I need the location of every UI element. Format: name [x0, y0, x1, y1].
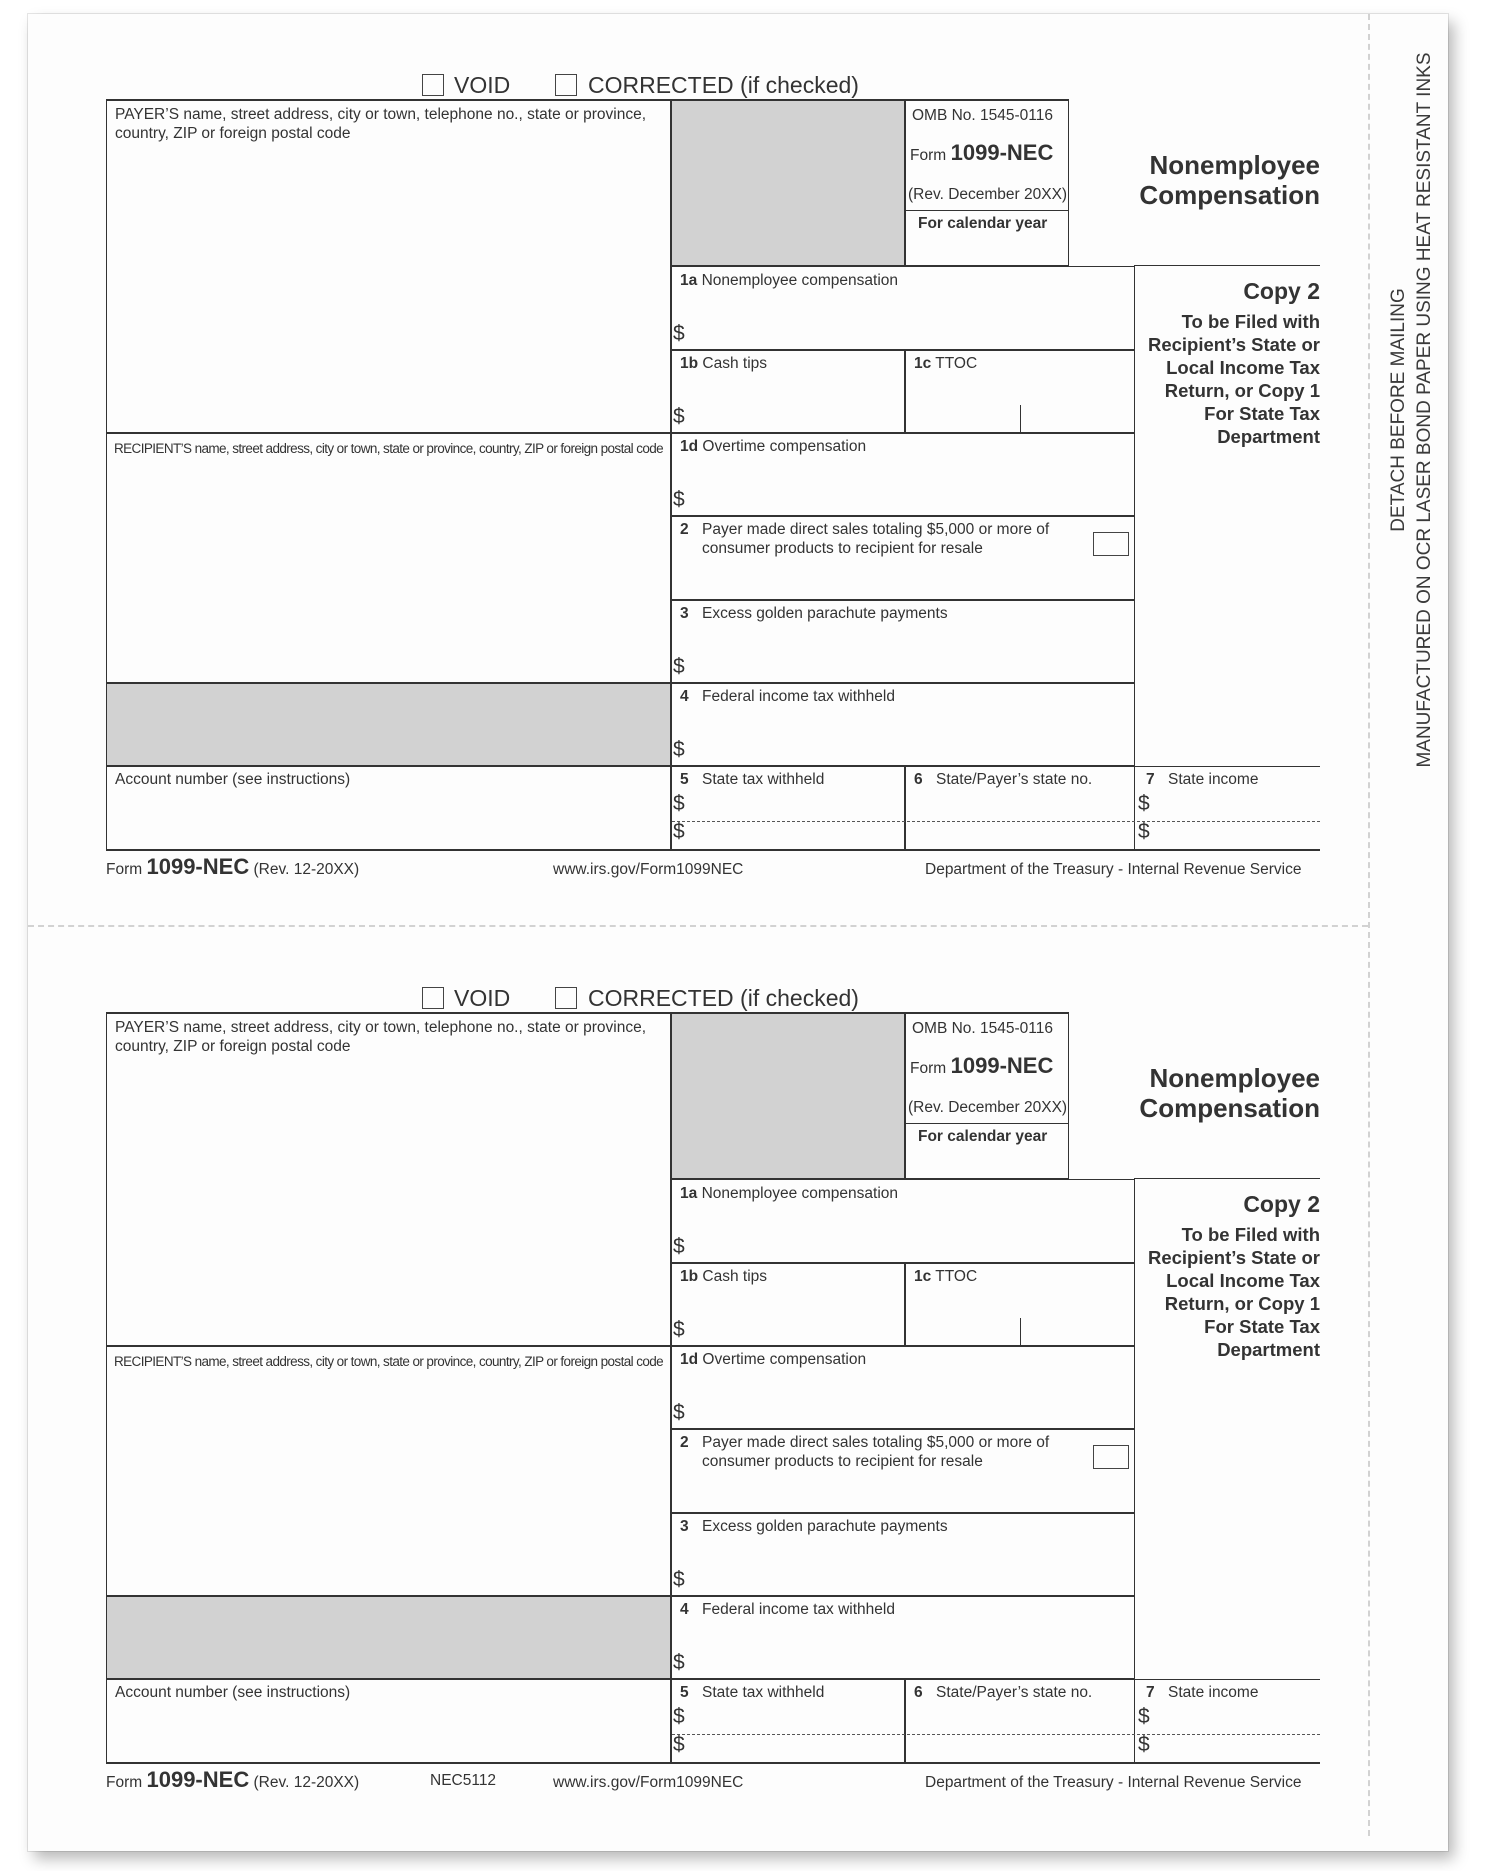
calendar-divider [905, 210, 1069, 211]
box-5-dollar-2: $ [673, 1733, 685, 1756]
footer-form-number: 1099-NEC [146, 854, 250, 879]
copy-column-divider [1134, 266, 1135, 766]
footer-form-word: Form [106, 861, 143, 878]
calendar-year-label: For calendar year [918, 215, 1048, 232]
box-5-label: State tax withheld [702, 771, 825, 788]
form-1099-nec-copy-2 [0, 913, 1500, 1813]
box-2-checkbox[interactable] [1093, 532, 1129, 556]
box-7-dollar-1: $ [1138, 1705, 1150, 1728]
box-1b-dollar: $ [673, 1318, 685, 1341]
omb-number: OMB No. 1545-0116 [912, 107, 1054, 124]
box-5-label: State tax withheld [702, 1684, 825, 1701]
shaded-area [671, 1012, 905, 1179]
box-5-number: 5 [680, 1684, 689, 1701]
box-1d-label: 1d Overtime compensation [680, 1351, 867, 1368]
revision-label: (Rev. December 20XX) [908, 1099, 1068, 1116]
title-line-1: Nonemployee [1149, 150, 1320, 180]
void-checkbox[interactable] [422, 987, 444, 1009]
box-2-number: 2 [680, 521, 689, 538]
box-4-number: 4 [680, 1601, 689, 1618]
box-7-number: 7 [1146, 771, 1155, 788]
corrected-checkbox[interactable] [555, 987, 577, 1009]
box-6-number: 6 [914, 771, 923, 788]
form-number [910, 1053, 1053, 1079]
box-1c-tick [1020, 1318, 1021, 1346]
footer-department: Department of the Treasury - Internal Revenue Service [925, 1774, 1302, 1791]
box-3-label: Excess golden parachute payments [702, 1518, 948, 1535]
side-note-line-2: MANUFACTURED ON OCR LASER BOND PAPER USING HEAT RESISTANT INKS [1414, 52, 1435, 768]
form-number [910, 140, 1053, 166]
corrected-label: CORRECTED (if checked) [588, 72, 859, 98]
payer-info-field[interactable] [106, 1012, 671, 1346]
footer-form-word: Form [106, 1774, 143, 1791]
box-1c-label: 1c TTOC [914, 1268, 978, 1285]
title-line-2: Compensation [1139, 1093, 1320, 1123]
title-divider [1134, 1178, 1320, 1179]
account-number-label: Account number (see instructions) [115, 771, 351, 788]
shaded-area-left [106, 1596, 671, 1679]
copy-title: Copy 2 [1243, 278, 1320, 304]
copy-title: Copy 2 [1243, 1191, 1320, 1217]
corrected-label: CORRECTED (if checked) [588, 985, 859, 1011]
footer-form-id [106, 1767, 359, 1793]
box-1c-tick [1020, 405, 1021, 433]
omb-number: OMB No. 1545-0116 [912, 1020, 1054, 1037]
form-number-value: 1099-NEC [950, 1053, 1054, 1078]
box-1d-dollar: $ [673, 488, 685, 511]
form-1099-nec-copy-1 [0, 0, 1500, 900]
footer-url[interactable]: www.irs.gov/Form1099NEC [553, 1774, 744, 1791]
corrected-checkbox[interactable] [555, 74, 577, 96]
footer-form-number: 1099-NEC [146, 1767, 250, 1792]
form-word: Form [910, 1060, 947, 1077]
box-4-label: Federal income tax withheld [702, 1601, 895, 1618]
footer-department: Department of the Treasury - Internal Revenue Service [925, 861, 1302, 878]
void-checkbox[interactable] [422, 74, 444, 96]
box-1a-dollar: $ [673, 322, 685, 345]
box-4-number: 4 [680, 688, 689, 705]
box-1d-label: 1d Overtime compensation [680, 438, 867, 455]
calendar-year-label: For calendar year [918, 1128, 1048, 1145]
side-note-line-1: DETACH BEFORE MAILING [1388, 288, 1409, 532]
box-1a-label: 1a Nonemployee compensation [680, 1185, 899, 1202]
box-2-number: 2 [680, 1434, 689, 1451]
box-4-dollar: $ [673, 1651, 685, 1674]
box-1b-label: 1b Cash tips [680, 355, 768, 372]
void-label: VOID [454, 985, 511, 1011]
copy-column-divider [1134, 1179, 1135, 1679]
payer-label: PAYER’S name, street address, city or town, telephone no., state or province, country, ZIP or foreign postal code [115, 106, 646, 142]
box-1b-dollar: $ [673, 405, 685, 428]
copy-description: To be Filed with Recipient’s State or Local Income Tax Return, or Copy 1 For State Tax Department [1147, 311, 1320, 447]
shaded-area-left [106, 683, 671, 766]
copy-description: To be Filed with Recipient’s State or Local Income Tax Return, or Copy 1 For State Tax Department [1147, 1224, 1320, 1360]
box-7-dollar-2: $ [1138, 1733, 1150, 1756]
title-divider [1134, 265, 1320, 266]
box-6-number: 6 [914, 1684, 923, 1701]
footer-code: NEC5112 [430, 1772, 497, 1789]
revision-label: (Rev. December 20XX) [908, 186, 1068, 203]
box-3-number: 3 [680, 1518, 689, 1535]
footer-revision: (Rev. 12-20XX) [253, 861, 360, 878]
state-divider-dashed [672, 821, 1320, 822]
title-line-1: Nonemployee [1149, 1063, 1320, 1093]
box-4-label: Federal income tax withheld [702, 688, 895, 705]
box-1b-label: 1b Cash tips [680, 1268, 768, 1285]
box-3-number: 3 [680, 605, 689, 622]
box-7-number: 7 [1146, 1684, 1155, 1701]
box-2-label: Payer made direct sales totaling $5,000 or more of consumer products to recipient for resale [702, 521, 1050, 557]
recipient-info-field[interactable] [106, 1346, 671, 1596]
box-1a-dollar: $ [673, 1235, 685, 1258]
box-5-number: 5 [680, 771, 689, 788]
recipient-label: RECIPIENT’S name, street address, city or town, state or province, country, ZIP or foreign postal code [114, 1354, 664, 1369]
shaded-area [671, 99, 905, 266]
box-5-dollar-1: $ [673, 792, 685, 815]
state-divider-dashed [672, 1734, 1320, 1735]
box-1d-dollar: $ [673, 1401, 685, 1424]
box-6-label: State/Payer’s state no. [936, 771, 1093, 788]
box-7-dollar-1: $ [1138, 792, 1150, 815]
box-3-label: Excess golden parachute payments [702, 605, 948, 622]
footer-url[interactable]: www.irs.gov/Form1099NEC [553, 861, 744, 878]
box-7-label: State income [1168, 1684, 1259, 1701]
form-word: Form [910, 147, 947, 164]
box-5-dollar-1: $ [673, 1705, 685, 1728]
form-title [1100, 1063, 1320, 1123]
box-2-label: Payer made direct sales totaling $5,000 or more of consumer products to recipient for resale [702, 1434, 1050, 1470]
recipient-label: RECIPIENT’S name, street address, city or town, state or province, country, ZIP or foreign postal code [114, 441, 664, 456]
account-number-label: Account number (see instructions) [115, 1684, 351, 1701]
box-1c-label: 1c TTOC [914, 355, 978, 372]
calendar-divider [905, 1123, 1069, 1124]
box-5-dollar-2: $ [673, 820, 685, 843]
footer-form-id [106, 854, 359, 880]
box-1a-label: 1a Nonemployee compensation [680, 272, 899, 289]
payer-info-field[interactable] [106, 99, 671, 433]
box-3-dollar: $ [673, 1568, 685, 1591]
form-number-value: 1099-NEC [950, 140, 1054, 165]
recipient-info-field[interactable] [106, 433, 671, 683]
payer-label: PAYER’S name, street address, city or town, telephone no., state or province, country, ZIP or foreign postal code [115, 1019, 646, 1055]
box-7-dollar-2: $ [1138, 820, 1150, 843]
footer-revision: (Rev. 12-20XX) [253, 1774, 360, 1791]
box-4-dollar: $ [673, 738, 685, 761]
form-title [1100, 150, 1320, 210]
box-3-dollar: $ [673, 655, 685, 678]
box-6-label: State/Payer’s state no. [936, 1684, 1093, 1701]
title-line-2: Compensation [1139, 180, 1320, 210]
box-2-checkbox[interactable] [1093, 1445, 1129, 1469]
box-7-label: State income [1168, 771, 1259, 788]
void-label: VOID [454, 72, 511, 98]
